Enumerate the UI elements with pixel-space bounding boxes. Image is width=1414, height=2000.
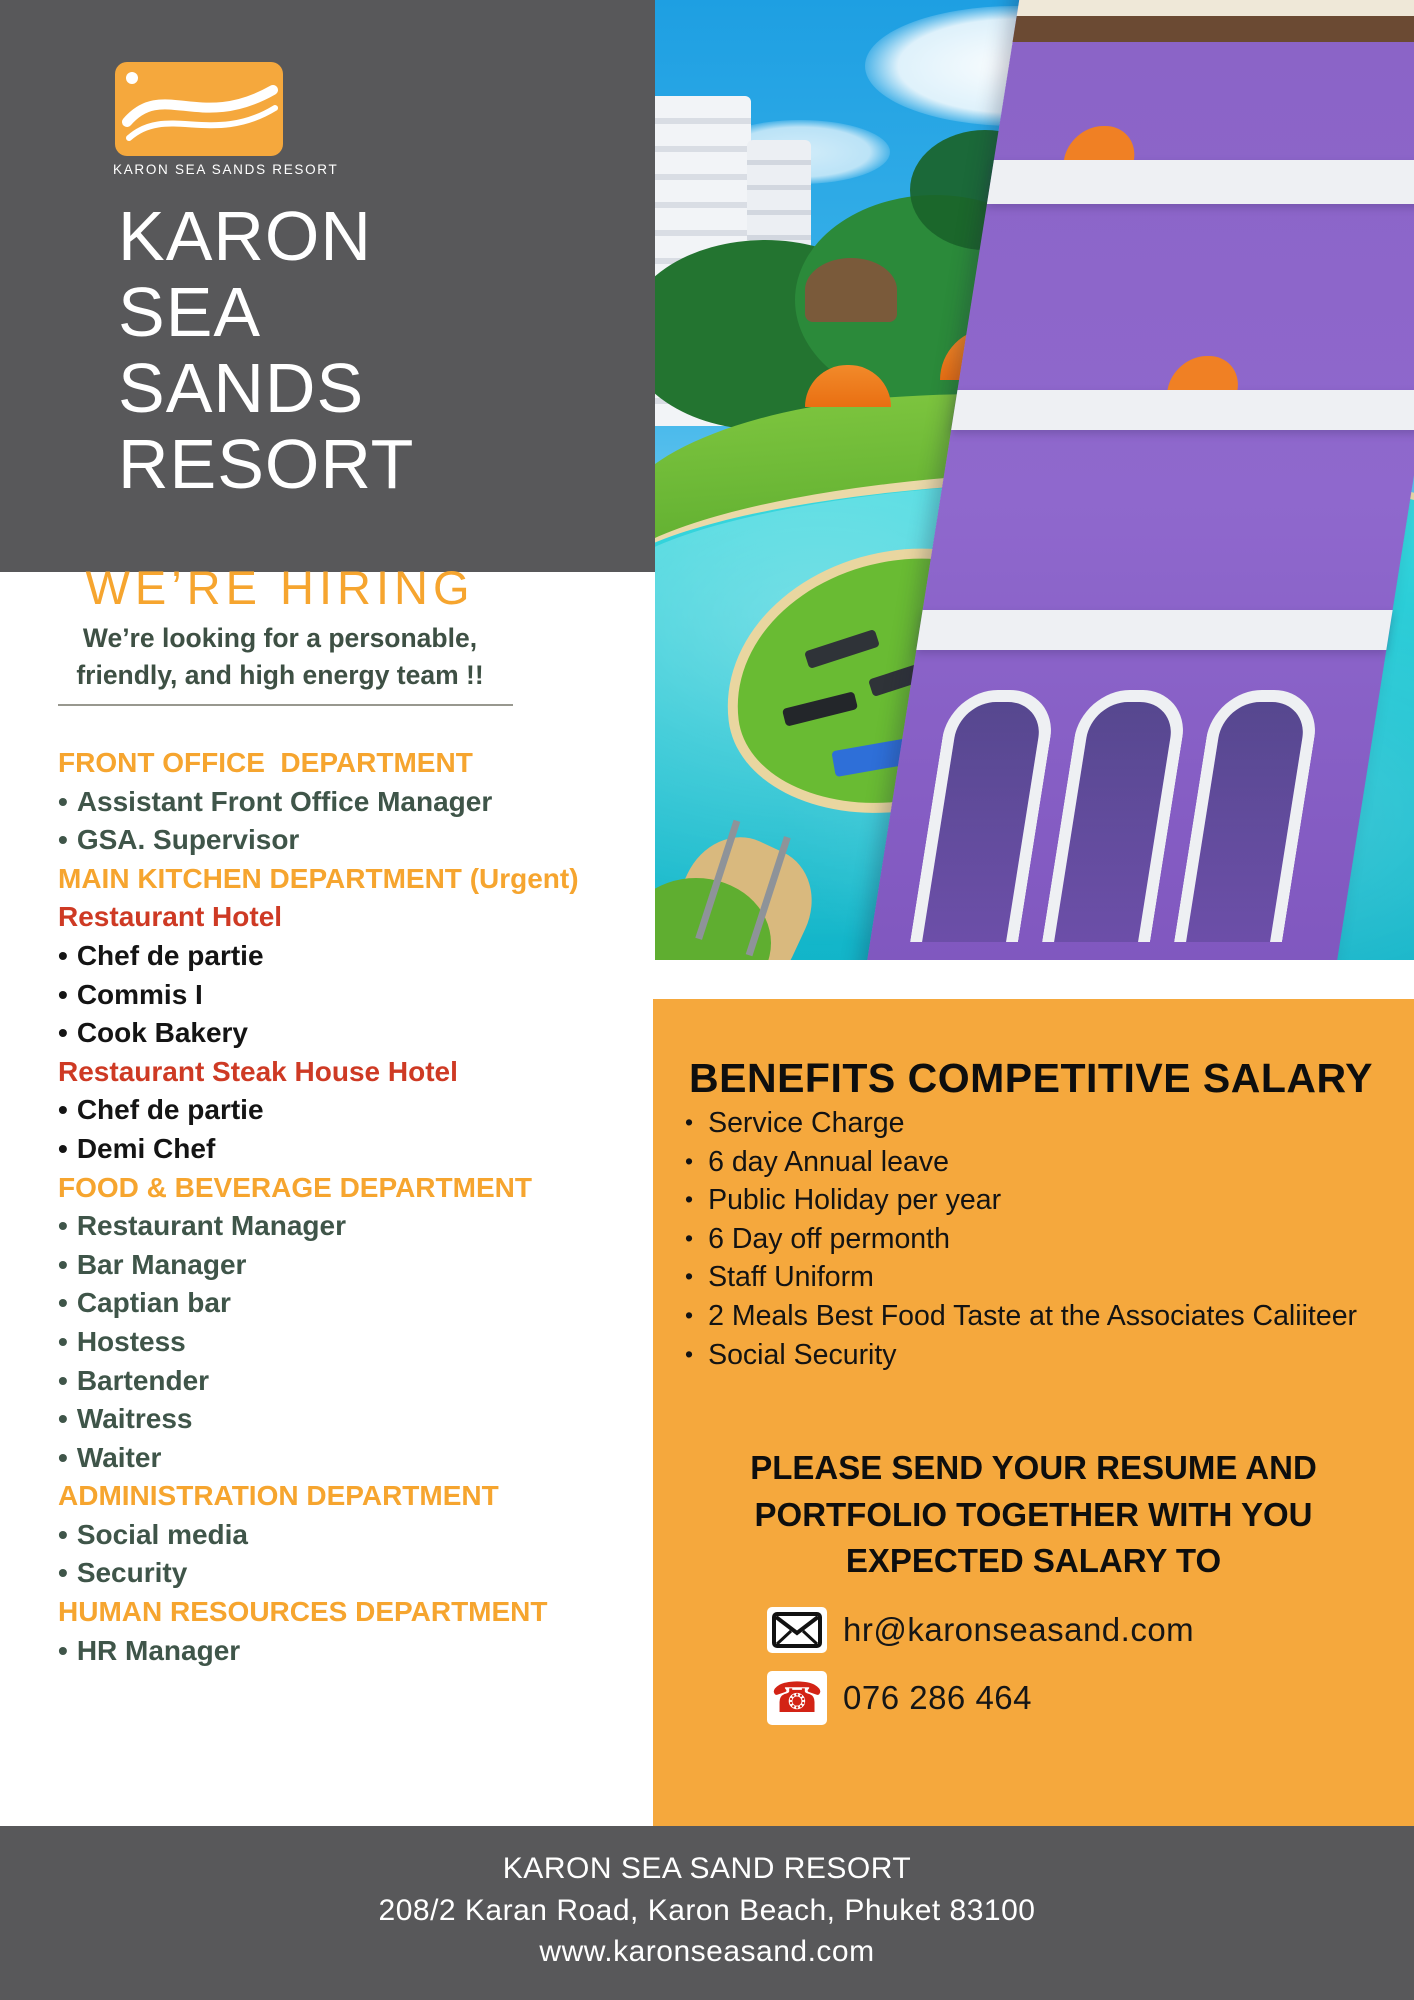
- title-line-4: RESORT: [118, 425, 415, 503]
- label: HUMAN RESOURCES DEPARTMENT: [58, 1596, 548, 1628]
- apply-instructions: [653, 1445, 1414, 1585]
- divider-line: [58, 704, 513, 706]
- bullet: •: [685, 1301, 694, 1328]
- job-item: [58, 1400, 648, 1439]
- label: Social media: [76, 1518, 248, 1550]
- label: Security: [76, 1557, 188, 1589]
- bullet: •: [58, 978, 68, 1010]
- benefit-item: [685, 1336, 1395, 1375]
- label: Social Security: [708, 1338, 897, 1371]
- bullet: •: [58, 1210, 68, 1242]
- job-item: [58, 1246, 648, 1285]
- footer-lines: [0, 1826, 1414, 1973]
- phone-contact-row: [767, 1671, 1032, 1725]
- arch: [910, 690, 1058, 942]
- label: Chef de partie: [76, 939, 264, 971]
- label: Bartender: [76, 1364, 210, 1396]
- building-roof: [1013, 16, 1414, 42]
- label: FOOD & BEVERAGE DEPARTMENT: [58, 1171, 532, 1203]
- bullet: •: [58, 1287, 68, 1319]
- footer-line: KARON SEA SAND RESORT: [502, 1852, 912, 1885]
- bullet: •: [58, 1518, 68, 1550]
- label: Staff Uniform: [708, 1261, 874, 1294]
- logo-dot: [126, 72, 138, 84]
- label: Waiter: [76, 1441, 162, 1473]
- bullet: •: [685, 1224, 694, 1251]
- gazebo: [805, 258, 897, 322]
- departments-list: [58, 744, 648, 1670]
- balcony-umbrella: [1064, 126, 1139, 160]
- label: Cook Bakery: [76, 1017, 248, 1049]
- label: ADMINISTRATION DEPARTMENT: [58, 1480, 499, 1512]
- benefits-list: [685, 1104, 1395, 1374]
- bullet: •: [58, 1325, 68, 1357]
- label: Captian bar: [76, 1287, 231, 1319]
- hiring-subtitle-line-1: We’re looking for a personable,: [82, 623, 478, 653]
- benefits-title: BENEFITS COMPETITIVE SALARY: [689, 1055, 1373, 1101]
- bullet: •: [58, 939, 68, 971]
- envelope-icon: [767, 1607, 827, 1653]
- bullet: •: [685, 1147, 694, 1174]
- job-item: [58, 1362, 648, 1401]
- label: 6 Day off permonth: [708, 1222, 950, 1255]
- label: HR Manager: [76, 1634, 241, 1666]
- benefit-item: [685, 1104, 1395, 1143]
- hiring-subtitle: [40, 620, 520, 694]
- label: MAIN KITCHEN DEPARTMENT (Urgent): [58, 862, 579, 894]
- bullet: •: [58, 1403, 68, 1435]
- benefit-item: [685, 1143, 1395, 1182]
- job-item: [58, 1554, 648, 1593]
- footer-line: 208/2 Karan Road, Karon Beach, Phuket 83100: [378, 1893, 1036, 1927]
- bullet: •: [685, 1340, 694, 1367]
- balcony-band: [987, 160, 1414, 204]
- label: Hostess: [76, 1325, 186, 1357]
- job-item: [58, 821, 648, 860]
- job-item: [58, 976, 648, 1015]
- label: Waitress: [76, 1403, 193, 1435]
- bullet: •: [58, 1248, 68, 1280]
- title-line-1: KARON: [118, 197, 372, 275]
- job-item: [58, 783, 648, 822]
- header-block: [0, 0, 655, 572]
- bullet: •: [58, 1094, 68, 1126]
- title-line-3: SANDS: [118, 349, 365, 427]
- resort-logo: [115, 62, 283, 156]
- apply-line-2: PORTFOLIO TOGETHER WITH YOU: [754, 1495, 1313, 1533]
- footer: [0, 1826, 1414, 2000]
- department-header: [58, 744, 648, 783]
- bullet: •: [685, 1263, 694, 1290]
- label: Restaurant Hotel: [58, 901, 283, 933]
- balcony-band: [916, 610, 1392, 650]
- label: 6 day Annual leave: [708, 1145, 949, 1178]
- job-item: [58, 1284, 648, 1323]
- balcony-band: [951, 390, 1414, 430]
- label: Service Charge: [708, 1107, 905, 1139]
- bullet: •: [58, 1634, 68, 1666]
- hiring-headline: WE’RE HIRING: [85, 561, 475, 614]
- email-contact-row: [767, 1607, 1194, 1653]
- label: Restaurant Steak House Hotel: [58, 1055, 458, 1087]
- hiring-subtitle-line-2: friendly, and high energy team !!: [76, 660, 484, 690]
- bullet: •: [58, 1364, 68, 1396]
- phone-number: 076 286 464: [843, 1679, 1033, 1716]
- balcony-umbrella: [1167, 356, 1242, 390]
- page-title: [118, 198, 414, 502]
- department-subheader: [58, 898, 648, 937]
- bullet: •: [58, 1132, 68, 1164]
- building-top: [1017, 0, 1414, 16]
- footer-line: www.karonseasand.com: [539, 1935, 875, 1968]
- job-item: [58, 1207, 648, 1246]
- email-address: hr@karonseasand.com: [843, 1611, 1195, 1648]
- logo-caption: KARON SEA SANDS RESORT: [113, 162, 339, 177]
- phone-icon: ☎: [767, 1671, 827, 1725]
- label: Demi Chef: [76, 1132, 216, 1164]
- job-item: [58, 1516, 648, 1555]
- arch: [1042, 690, 1190, 942]
- label: Bar Manager: [76, 1248, 247, 1280]
- label: Assistant Front Office Manager: [76, 785, 493, 817]
- bullet: •: [58, 1017, 68, 1049]
- benefit-item: [685, 1220, 1395, 1259]
- label: Public Holiday per year: [708, 1184, 1002, 1217]
- job-item: [58, 937, 648, 976]
- job-item: [58, 1091, 648, 1130]
- bullet: •: [58, 824, 68, 856]
- label: 2 Meals Best Food Taste at the Associates Caliiteer: [708, 1299, 1358, 1332]
- department-header: [58, 1477, 648, 1516]
- wave-icon: [115, 143, 283, 160]
- benefits-panel: [653, 999, 1414, 1826]
- job-item: [58, 1014, 648, 1053]
- bullet: •: [58, 1441, 68, 1473]
- department-header: [58, 1593, 648, 1632]
- resort-photo: [655, 0, 1414, 960]
- department-header: [58, 1169, 648, 1208]
- arch: [1174, 690, 1322, 942]
- benefit-item: [685, 1258, 1395, 1297]
- apply-line-3: EXPECTED SALARY TO: [845, 1542, 1222, 1579]
- job-item: [58, 1632, 648, 1671]
- label: GSA. Supervisor: [76, 824, 300, 856]
- label: Chef de partie: [76, 1094, 264, 1126]
- bullet: •: [685, 1109, 694, 1135]
- department-header: [58, 860, 648, 899]
- benefit-item: [685, 1181, 1395, 1220]
- bullet: •: [58, 1557, 68, 1589]
- job-item: [58, 1130, 648, 1169]
- label: Commis I: [76, 978, 203, 1010]
- bullet: •: [685, 1186, 694, 1213]
- title-line-2: SEA: [118, 273, 262, 351]
- job-item: [58, 1439, 648, 1478]
- label: FRONT OFFICE DEPARTMENT: [58, 747, 473, 778]
- label: Restaurant Manager: [76, 1210, 346, 1242]
- bullet: •: [58, 785, 68, 817]
- job-item: [58, 1323, 648, 1362]
- department-subheader: [58, 1053, 648, 1092]
- apply-line-1: PLEASE SEND YOUR RESUME AND: [750, 1449, 1317, 1486]
- benefit-item: [685, 1297, 1395, 1336]
